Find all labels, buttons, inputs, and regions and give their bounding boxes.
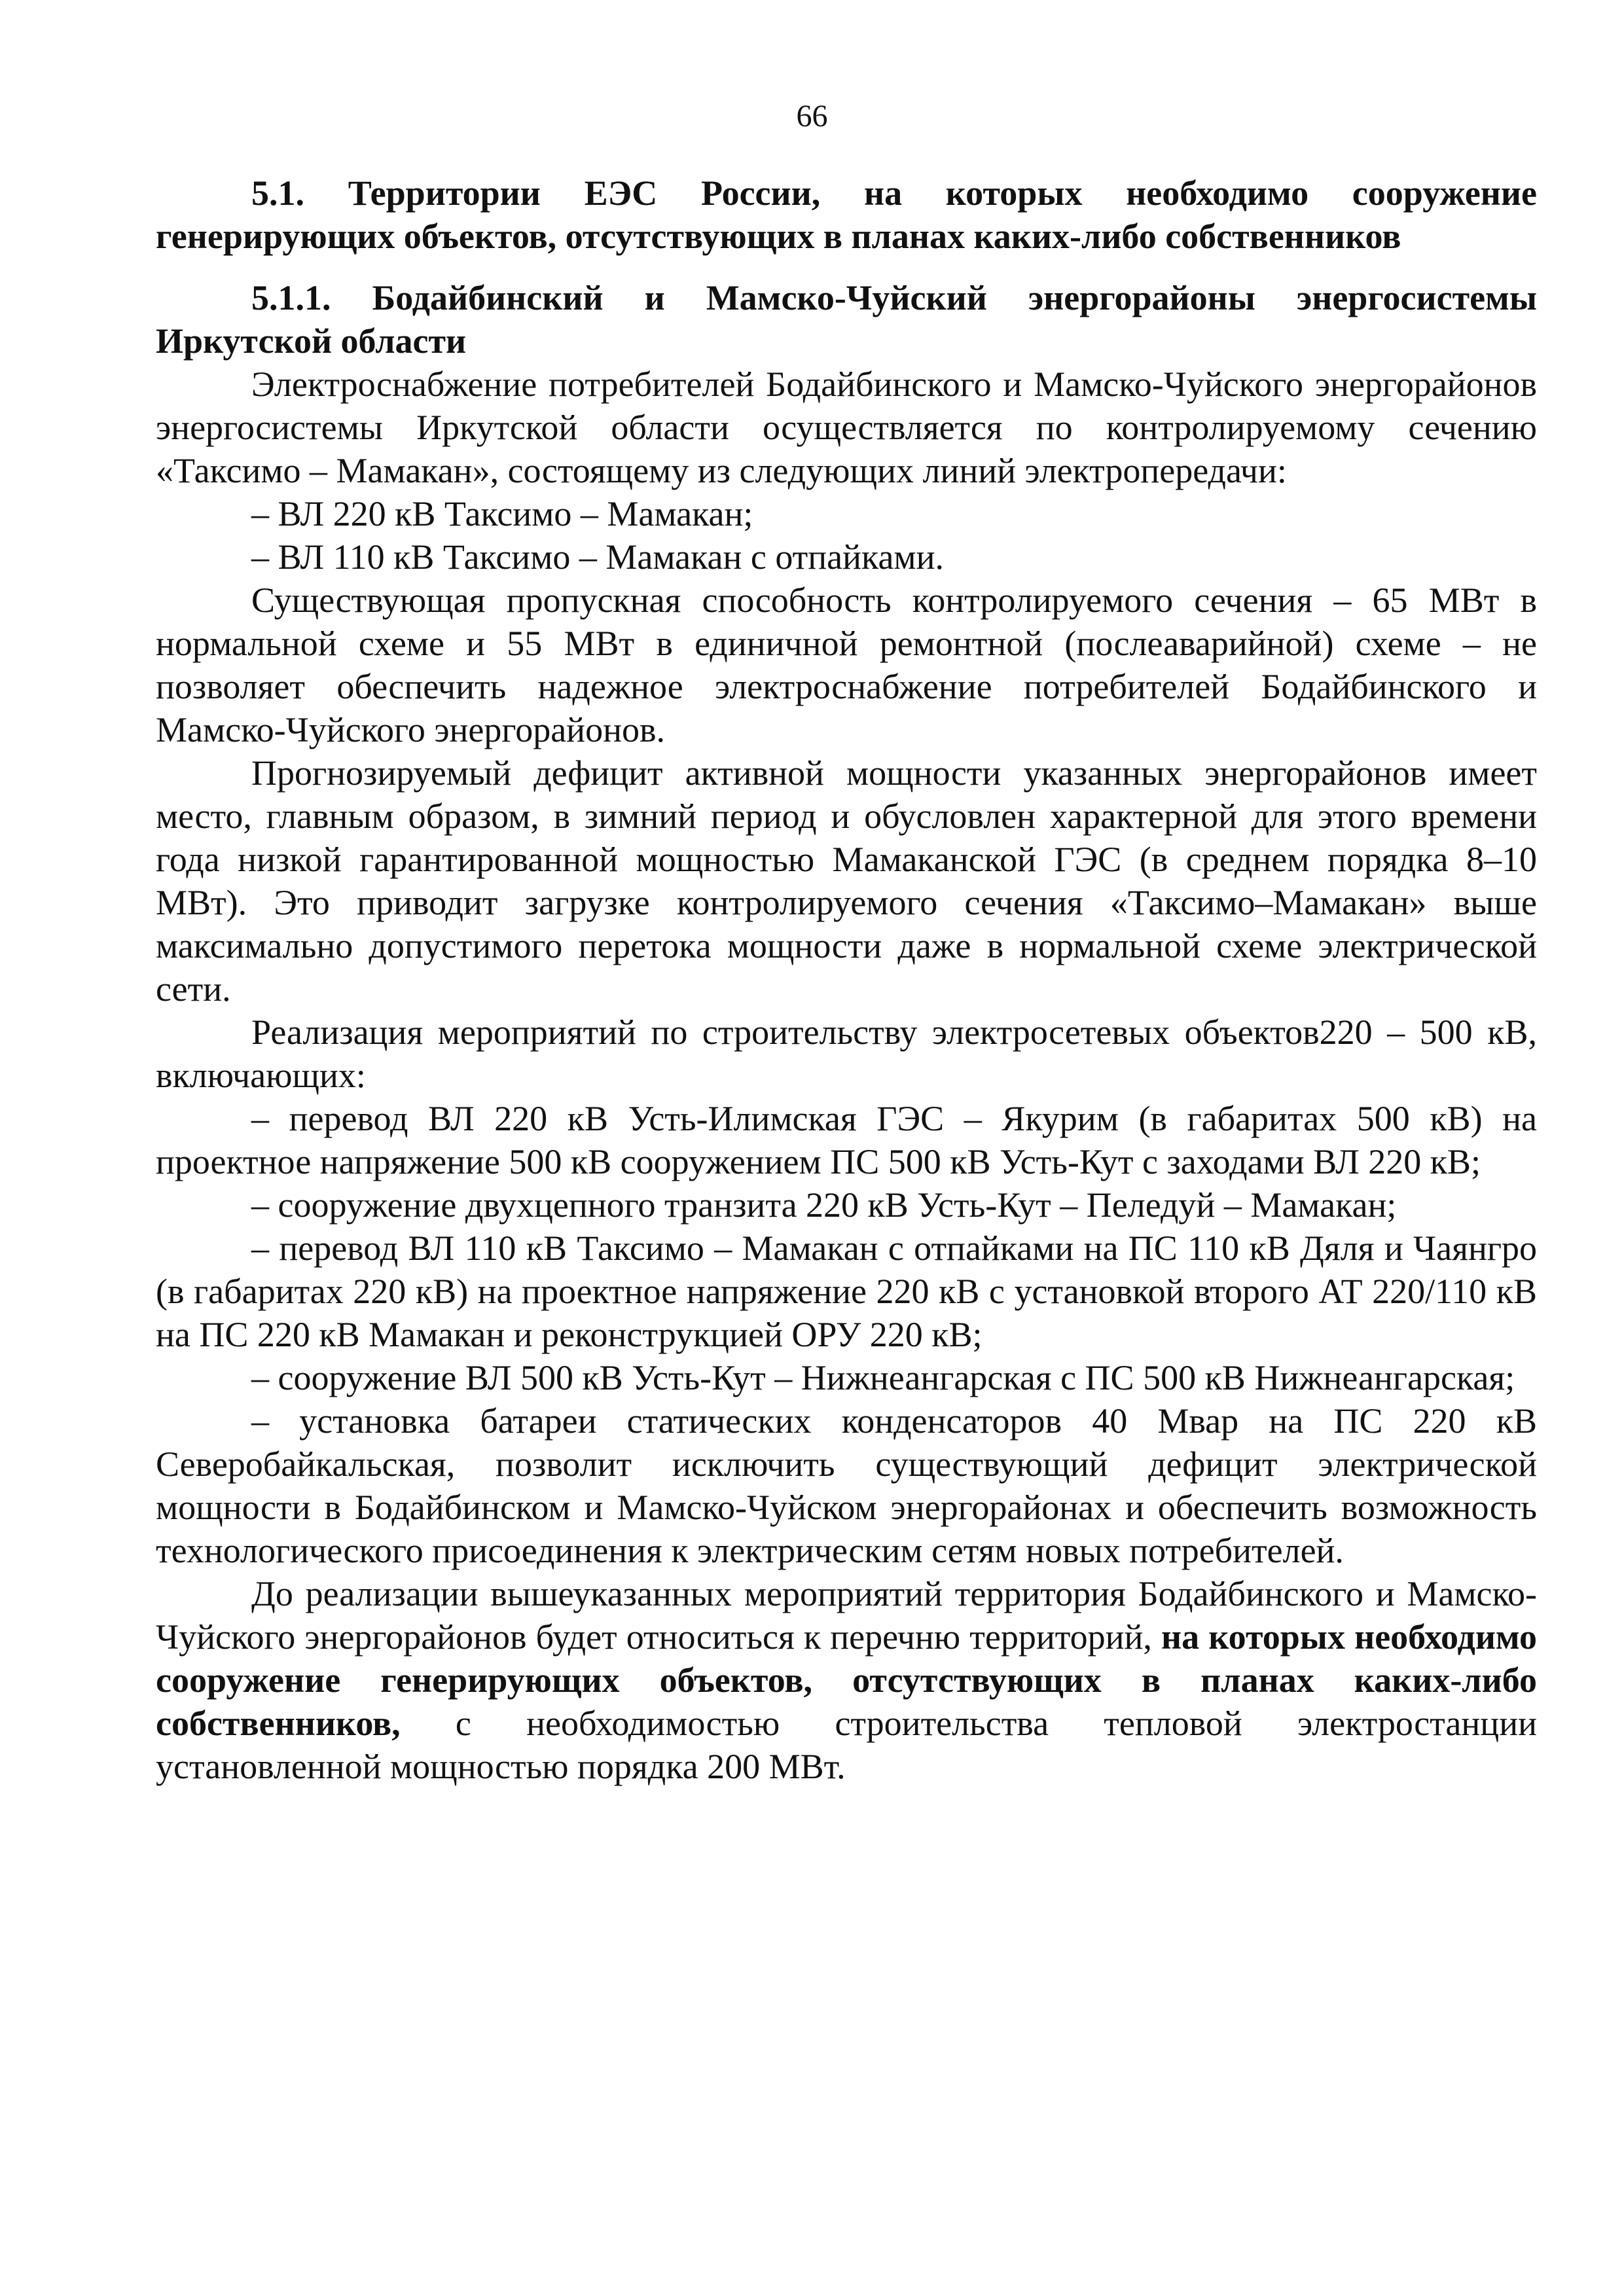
list-item: – перевод ВЛ 220 кВ Усть-Илимская ГЭС – Якурим (в габаритах 500 кВ) на проектное напряжение 500 кВ сооружением ПС 500 кВ Усть-Кут с заходами ВЛ 220 кВ; [156, 1099, 1537, 1181]
paragraph-5 [156, 1572, 1537, 1788]
paragraph-5-bold: на которых необходимо сооружение генерирующих объектов, отсутствующих в планах каких-либо собственников, [156, 1617, 1537, 1743]
paragraph-3: Прогнозируемый дефицит активной мощности указанных энергорайонов имеет место, главным образом, в зимний период и обусловлен характерной для этого времени года низкой гарантированной мощностью Мамаканской ГЭС (в среднем порядка 8–10 МВт). Это приводит загрузке контролируемого сечения «Таксимо–Мамакан» выше максимально допустимого перетока мощности даже в нормальной схеме электрической сети. [156, 753, 1537, 1009]
paragraph-1: Электроснабжение потребителей Бодайбинского и Мамско-Чуйского энергорайонов энергосистемы Иркутской области осуществляется по контролируемому сечению «Таксимо – Мамакан», состоящему из следующих линий электропередачи: [156, 365, 1537, 490]
paragraph-5-start: До реализации вышеуказанных мероприятий территория Бодайбинского и Мамско-Чуйского энергорайонов будет относиться к перечню территорий, [156, 1574, 1537, 1657]
page-number: 66 [796, 99, 828, 134]
list-item: – перевод ВЛ 110 кВ Таксимо – Мамакан с отпайками на ПС 110 кВ Дяля и Чаянгро (в габаритах 220 кВ) на проектное напряжение 220 кВ с установкой второго АТ 220/110 кВ на ПС 220 кВ Мамакан и реконструкцией ОРУ 220 кВ; [156, 1229, 1537, 1354]
list-item: – ВЛ 110 кВ Таксимо – Мамакан с отпайками. [251, 537, 944, 577]
paragraph-2: Существующая пропускная способность контролируемого сечения – 65 МВт в нормальной схеме и 55 МВт в единичной ремонтной (послеаварийной) схеме – не позволяет обеспечить надежное электроснабжение потребителей Бодайбинского и Мамско-Чуйского энергорайонов. [156, 581, 1537, 749]
paragraph-4: Реализация мероприятий по строительству электросетевых объектов220 – 500 кВ, включающих: [156, 1013, 1537, 1095]
paragraph-5-end: с необходимостью строительства тепловой электростанции установленной мощностью порядка 200 МВт. [156, 1704, 1537, 1786]
list-item: – сооружение ВЛ 500 кВ Усть-Кут – Нижнеангарская с ПС 500 кВ Нижнеангарская; [251, 1358, 1515, 1397]
list-item: – ВЛ 220 кВ Таксимо – Мамакан; [251, 494, 753, 533]
page-content [156, 171, 1537, 1788]
subsection-heading: 5.1.1. Бодайбинский и Мамско-Чуйский энергорайоны энергосистемы Иркутской области [156, 278, 1537, 361]
list-item: – установка батареи статических конденсаторов 40 Мвар на ПС 220 кВ Северобайкальская, позволит исключить существующий дефицит электрической мощности в Бодайбинском и Мамско-Чуйском энергорайонах и обеспечить возможность технологического присоединения к электрическим сетям новых потребителей. [156, 1401, 1537, 1570]
section-heading: 5.1. Территории ЕЭС России, на которых необходимо сооружение генерирующих объектов, отсутствующих в планах каких-либо собственников [156, 173, 1537, 256]
list-item: – сооружение двухцепного транзита 220 кВ Усть-Кут – Пеледуй – Мамакан; [251, 1185, 1397, 1225]
